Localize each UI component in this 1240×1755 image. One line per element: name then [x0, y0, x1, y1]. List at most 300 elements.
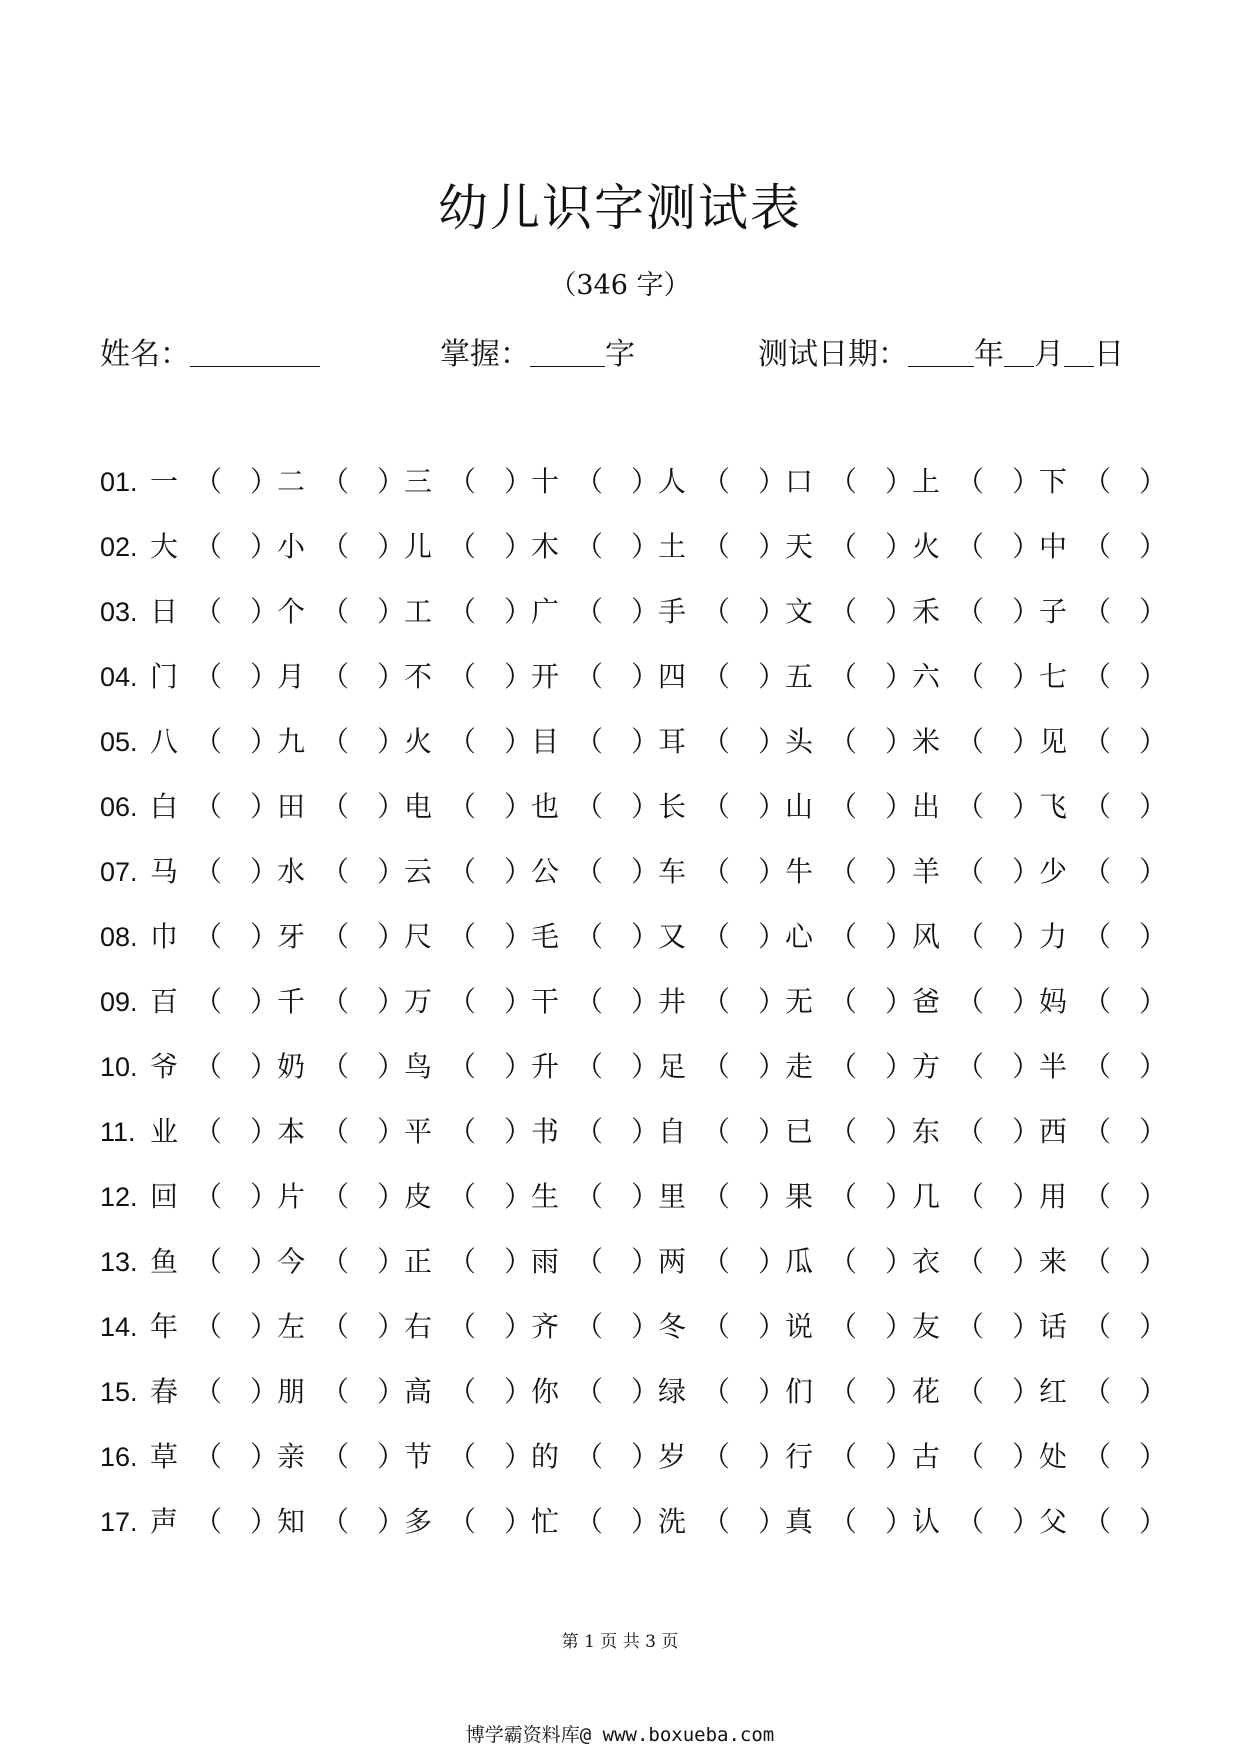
answer-paren-open[interactable]: （	[702, 465, 731, 498]
answer-paren-close[interactable]: ）	[250, 790, 279, 823]
answer-paren-close[interactable]: ）	[1012, 790, 1041, 823]
answer-paren-open[interactable]: （	[956, 465, 985, 498]
answer-paren-open[interactable]: （	[702, 595, 731, 628]
answer-paren-open[interactable]: （	[448, 855, 477, 888]
character: 米	[912, 725, 941, 758]
answer-paren-open[interactable]: （	[575, 1115, 604, 1148]
answer-paren-open[interactable]: （	[702, 1375, 731, 1408]
answer-paren-close[interactable]: ）	[250, 595, 279, 628]
answer-paren-close[interactable]: ）	[885, 1375, 914, 1408]
answer-paren-open[interactable]: （	[448, 465, 477, 498]
answer-paren-close[interactable]: ）	[377, 1440, 406, 1473]
answer-paren-open[interactable]: （	[194, 1180, 223, 1213]
answer-paren-open[interactable]: （	[1083, 660, 1112, 693]
answer-paren-close[interactable]: ）	[504, 595, 533, 628]
answer-paren-close[interactable]: ）	[377, 790, 406, 823]
answer-paren-open[interactable]: （	[956, 985, 985, 1018]
answer-paren-open[interactable]: （	[575, 1180, 604, 1213]
answer-paren-close[interactable]: ）	[504, 1505, 533, 1538]
answer-paren-close[interactable]: ）	[377, 920, 406, 953]
answer-paren-open[interactable]: （	[575, 1310, 604, 1343]
answer-paren-open[interactable]: （	[575, 1245, 604, 1278]
answer-paren-close[interactable]: ）	[250, 855, 279, 888]
answer-paren-open[interactable]: （	[575, 530, 604, 563]
answer-paren-close[interactable]: ）	[1012, 1310, 1041, 1343]
answer-paren-open[interactable]: （	[448, 985, 477, 1018]
answer-paren-close[interactable]: ）	[504, 1440, 533, 1473]
answer-paren-close[interactable]: ）	[504, 530, 533, 563]
answer-paren-close[interactable]: ）	[758, 1310, 787, 1343]
answer-paren-open[interactable]: （	[575, 1505, 604, 1538]
answer-paren-close[interactable]: ）	[250, 985, 279, 1018]
answer-paren-close[interactable]: ）	[1012, 855, 1041, 888]
answer-paren-open[interactable]: （	[1083, 1310, 1112, 1343]
answer-paren-close[interactable]: ）	[1012, 1375, 1041, 1408]
character: 奶	[277, 1050, 306, 1083]
answer-paren-close[interactable]: ）	[758, 1375, 787, 1408]
answer-paren-open[interactable]: （	[956, 725, 985, 758]
answer-paren-open[interactable]: （	[956, 1440, 985, 1473]
answer-paren-open[interactable]: （	[1083, 920, 1112, 953]
character: 力	[1039, 920, 1068, 953]
answer-paren-close[interactable]: ）	[250, 1505, 279, 1538]
answer-paren-close[interactable]: ）	[885, 530, 914, 563]
answer-paren-close[interactable]: ）	[1139, 1310, 1168, 1343]
answer-paren-close[interactable]: ）	[758, 790, 787, 823]
character: 花	[912, 1375, 941, 1408]
answer-paren-close[interactable]: ）	[504, 920, 533, 953]
answer-paren-open[interactable]: （	[448, 1375, 477, 1408]
answer-paren-open[interactable]: （	[702, 1310, 731, 1343]
answer-paren-close[interactable]: ）	[631, 1505, 660, 1538]
answer-paren-close[interactable]: ）	[631, 530, 660, 563]
answer-paren-close[interactable]: ）	[758, 1245, 787, 1278]
answer-paren-close[interactable]: ）	[504, 790, 533, 823]
answer-paren-open[interactable]: （	[321, 920, 350, 953]
character-item	[277, 982, 406, 1022]
character-item	[658, 917, 787, 957]
answer-paren-open[interactable]: （	[448, 790, 477, 823]
character: 又	[658, 920, 687, 953]
answer-paren-close[interactable]: ）	[631, 1050, 660, 1083]
answer-paren-open[interactable]: （	[702, 660, 731, 693]
answer-paren-open[interactable]: （	[194, 530, 223, 563]
table-row	[100, 787, 1168, 852]
answer-paren-open[interactable]: （	[956, 855, 985, 888]
answer-paren-close[interactable]: ）	[1139, 660, 1168, 693]
answer-paren-close[interactable]: ）	[250, 1245, 279, 1278]
answer-paren-close[interactable]: ）	[377, 465, 406, 498]
answer-paren-open[interactable]: （	[575, 595, 604, 628]
answer-paren-close[interactable]: ）	[1012, 1180, 1041, 1213]
answer-paren-close[interactable]: ）	[631, 985, 660, 1018]
answer-paren-close[interactable]: ）	[377, 1115, 406, 1148]
answer-paren-open[interactable]: （	[702, 725, 731, 758]
answer-paren-close[interactable]: ）	[377, 1310, 406, 1343]
answer-paren-close[interactable]: ）	[885, 855, 914, 888]
answer-paren-open[interactable]: （	[829, 465, 858, 498]
answer-paren-close[interactable]: ）	[885, 1310, 914, 1343]
answer-paren-close[interactable]: ）	[885, 660, 914, 693]
answer-paren-open[interactable]: （	[448, 595, 477, 628]
answer-paren-close[interactable]: ）	[377, 725, 406, 758]
answer-paren-open[interactable]: （	[1083, 1180, 1112, 1213]
answer-paren-close[interactable]: ）	[1012, 920, 1041, 953]
answer-paren-open[interactable]: （	[194, 1050, 223, 1083]
answer-paren-open[interactable]: （	[1083, 465, 1112, 498]
answer-paren-close[interactable]: ）	[1012, 985, 1041, 1018]
answer-paren-close[interactable]: ）	[377, 1180, 406, 1213]
answer-paren-close[interactable]: ）	[377, 1505, 406, 1538]
answer-paren-close[interactable]: ）	[250, 1310, 279, 1343]
answer-paren-close[interactable]: ）	[1012, 465, 1041, 498]
answer-paren-close[interactable]: ）	[250, 465, 279, 498]
answer-paren-open[interactable]: （	[575, 725, 604, 758]
answer-paren-close[interactable]: ）	[250, 530, 279, 563]
answer-paren-close[interactable]: ）	[1139, 1505, 1168, 1538]
answer-paren-close[interactable]: ）	[250, 1050, 279, 1083]
answer-paren-close[interactable]: ）	[250, 660, 279, 693]
answer-paren-open[interactable]: （	[448, 725, 477, 758]
answer-paren-close[interactable]: ）	[758, 465, 787, 498]
answer-paren-close[interactable]: ）	[631, 465, 660, 498]
answer-paren-open[interactable]: （	[1083, 530, 1112, 563]
answer-paren-close[interactable]: ）	[885, 465, 914, 498]
answer-paren-open[interactable]: （	[956, 595, 985, 628]
answer-paren-close[interactable]: ）	[377, 855, 406, 888]
answer-paren-open[interactable]: （	[194, 855, 223, 888]
answer-paren-open[interactable]: （	[321, 660, 350, 693]
answer-paren-open[interactable]: （	[575, 1050, 604, 1083]
answer-paren-close[interactable]: ）	[377, 985, 406, 1018]
answer-paren-open[interactable]: （	[194, 725, 223, 758]
answer-paren-open[interactable]: （	[956, 1050, 985, 1083]
answer-paren-close[interactable]: ）	[1012, 530, 1041, 563]
answer-paren-open[interactable]: （	[575, 1440, 604, 1473]
answer-paren-close[interactable]: ）	[758, 1180, 787, 1213]
answer-paren-open[interactable]: （	[956, 790, 985, 823]
answer-paren-close[interactable]: ）	[377, 1050, 406, 1083]
answer-paren-open[interactable]: （	[321, 985, 350, 1018]
answer-paren-close[interactable]: ）	[631, 920, 660, 953]
day-blank[interactable]	[1064, 332, 1094, 367]
answer-paren-open[interactable]: （	[194, 1375, 223, 1408]
answer-paren-close[interactable]: ）	[504, 1245, 533, 1278]
answer-paren-close[interactable]: ）	[885, 920, 914, 953]
answer-paren-open[interactable]: （	[321, 530, 350, 563]
answer-paren-close[interactable]: ）	[1139, 1050, 1168, 1083]
answer-paren-close[interactable]: ）	[504, 1115, 533, 1148]
answer-paren-close[interactable]: ）	[377, 595, 406, 628]
answer-paren-close[interactable]: ）	[504, 660, 533, 693]
answer-paren-open[interactable]: （	[194, 920, 223, 953]
answer-paren-open[interactable]: （	[1083, 1375, 1112, 1408]
character: 电	[404, 790, 433, 823]
answer-paren-close[interactable]: ）	[631, 725, 660, 758]
answer-paren-open[interactable]: （	[448, 1505, 477, 1538]
answer-paren-open[interactable]: （	[321, 1440, 350, 1473]
answer-paren-open[interactable]: （	[956, 1310, 985, 1343]
answer-paren-close[interactable]: ）	[1012, 595, 1041, 628]
answer-paren-close[interactable]: ）	[504, 465, 533, 498]
answer-paren-open[interactable]: （	[194, 1245, 223, 1278]
row-number: 08.	[100, 922, 138, 952]
answer-paren-close[interactable]: ）	[758, 985, 787, 1018]
answer-paren-open[interactable]: （	[194, 1310, 223, 1343]
answer-paren-open[interactable]: （	[702, 920, 731, 953]
year-label: 年	[974, 337, 1004, 372]
answer-paren-close[interactable]: ）	[631, 1310, 660, 1343]
answer-paren-close[interactable]: ）	[250, 1115, 279, 1148]
answer-paren-open[interactable]: （	[956, 1245, 985, 1278]
answer-paren-close[interactable]: ）	[1139, 1245, 1168, 1278]
answer-paren-open[interactable]: （	[829, 1050, 858, 1083]
answer-paren-close[interactable]: ）	[250, 725, 279, 758]
answer-paren-close[interactable]: ）	[1139, 1440, 1168, 1473]
answer-paren-open[interactable]: （	[956, 530, 985, 563]
answer-paren-close[interactable]: ）	[1139, 1180, 1168, 1213]
answer-paren-close[interactable]: ）	[631, 1245, 660, 1278]
answer-paren-close[interactable]: ）	[631, 1115, 660, 1148]
answer-paren-open[interactable]: （	[575, 1375, 604, 1408]
answer-paren-close[interactable]: ）	[1012, 1050, 1041, 1083]
answer-paren-close[interactable]: ）	[1139, 1115, 1168, 1148]
answer-paren-close[interactable]: ）	[631, 595, 660, 628]
answer-paren-close[interactable]: ）	[631, 1440, 660, 1473]
character: 大	[150, 530, 179, 563]
answer-paren-close[interactable]: ）	[504, 855, 533, 888]
answer-paren-open[interactable]: （	[702, 1245, 731, 1278]
answer-paren-close[interactable]: ）	[377, 660, 406, 693]
answer-paren-open[interactable]: （	[321, 1310, 350, 1343]
answer-paren-open[interactable]: （	[829, 1180, 858, 1213]
answer-paren-close[interactable]: ）	[1139, 595, 1168, 628]
answer-paren-close[interactable]: ）	[1139, 920, 1168, 953]
answer-paren-open[interactable]: （	[829, 725, 858, 758]
answer-paren-open[interactable]: （	[321, 855, 350, 888]
answer-paren-open[interactable]: （	[448, 530, 477, 563]
answer-paren-open[interactable]: （	[829, 1375, 858, 1408]
answer-paren-close[interactable]: ）	[885, 1245, 914, 1278]
answer-paren-close[interactable]: ）	[758, 920, 787, 953]
answer-paren-close[interactable]: ）	[885, 1440, 914, 1473]
answer-paren-open[interactable]: （	[829, 1310, 858, 1343]
answer-paren-open[interactable]: （	[575, 920, 604, 953]
answer-paren-close[interactable]: ）	[631, 790, 660, 823]
answer-paren-open[interactable]: （	[702, 1115, 731, 1148]
answer-paren-open[interactable]: （	[829, 530, 858, 563]
answer-paren-open[interactable]: （	[448, 1115, 477, 1148]
answer-paren-close[interactable]: ）	[631, 1375, 660, 1408]
answer-paren-close[interactable]: ）	[1139, 530, 1168, 563]
character-item	[658, 1437, 787, 1477]
answer-paren-open[interactable]: （	[829, 855, 858, 888]
answer-paren-close[interactable]: ）	[1012, 1440, 1041, 1473]
answer-paren-open[interactable]: （	[956, 1180, 985, 1213]
answer-paren-close[interactable]: ）	[758, 1115, 787, 1148]
answer-paren-open[interactable]: （	[575, 660, 604, 693]
answer-paren-open[interactable]: （	[702, 1180, 731, 1213]
answer-paren-open[interactable]: （	[702, 1050, 731, 1083]
answer-paren-open[interactable]: （	[829, 1115, 858, 1148]
answer-paren-close[interactable]: ）	[758, 855, 787, 888]
answer-paren-open[interactable]: （	[1083, 1245, 1112, 1278]
answer-paren-open[interactable]: （	[194, 1115, 223, 1148]
answer-paren-close[interactable]: ）	[504, 985, 533, 1018]
answer-paren-open[interactable]: （	[829, 595, 858, 628]
answer-paren-open[interactable]: （	[194, 790, 223, 823]
character: 火	[912, 530, 941, 563]
answer-paren-close[interactable]: ）	[250, 920, 279, 953]
answer-paren-close[interactable]: ）	[1139, 1375, 1168, 1408]
answer-paren-close[interactable]: ）	[377, 530, 406, 563]
answer-paren-open[interactable]: （	[1083, 595, 1112, 628]
answer-paren-open[interactable]: （	[829, 1440, 858, 1473]
answer-paren-close[interactable]: ）	[631, 660, 660, 693]
answer-paren-open[interactable]: （	[321, 465, 350, 498]
answer-paren-close[interactable]: ）	[250, 1180, 279, 1213]
answer-paren-close[interactable]: ）	[377, 1375, 406, 1408]
answer-paren-open[interactable]: （	[1083, 1050, 1112, 1083]
answer-paren-open[interactable]: （	[194, 1440, 223, 1473]
answer-paren-close[interactable]: ）	[631, 855, 660, 888]
year-blank[interactable]	[908, 332, 974, 367]
answer-paren-open[interactable]: （	[448, 1050, 477, 1083]
answer-paren-close[interactable]: ）	[758, 1050, 787, 1083]
answer-paren-close[interactable]: ）	[885, 1050, 914, 1083]
answer-paren-close[interactable]: ）	[885, 1115, 914, 1148]
answer-paren-close[interactable]: ）	[758, 595, 787, 628]
answer-paren-open[interactable]: （	[1083, 790, 1112, 823]
answer-paren-open[interactable]: （	[321, 595, 350, 628]
answer-paren-close[interactable]: ）	[1139, 790, 1168, 823]
answer-paren-close[interactable]: ）	[1012, 1505, 1041, 1538]
answer-paren-open[interactable]: （	[702, 530, 731, 563]
answer-paren-open[interactable]: （	[956, 660, 985, 693]
answer-paren-open[interactable]: （	[321, 790, 350, 823]
answer-paren-open[interactable]: （	[321, 725, 350, 758]
answer-paren-close[interactable]: ）	[377, 1245, 406, 1278]
answer-paren-close[interactable]: ）	[885, 1180, 914, 1213]
table-row	[100, 1047, 1168, 1112]
answer-paren-open[interactable]: （	[321, 1505, 350, 1538]
answer-paren-open[interactable]: （	[829, 1505, 858, 1538]
answer-paren-open[interactable]: （	[829, 1245, 858, 1278]
answer-paren-open[interactable]: （	[194, 1505, 223, 1538]
answer-paren-close[interactable]: ）	[504, 1375, 533, 1408]
answer-paren-close[interactable]: ）	[1139, 725, 1168, 758]
answer-paren-open[interactable]: （	[194, 660, 223, 693]
name-blank[interactable]	[190, 332, 320, 367]
answer-paren-open[interactable]: （	[702, 1505, 731, 1538]
answer-paren-open[interactable]: （	[702, 855, 731, 888]
character-item	[1039, 787, 1168, 827]
answer-paren-open[interactable]: （	[194, 595, 223, 628]
answer-paren-open[interactable]: （	[321, 1245, 350, 1278]
mastered-blank[interactable]	[530, 332, 605, 367]
answer-paren-open[interactable]: （	[194, 985, 223, 1018]
answer-paren-open[interactable]: （	[829, 920, 858, 953]
answer-paren-open[interactable]: （	[1083, 1505, 1112, 1538]
answer-paren-open[interactable]: （	[829, 985, 858, 1018]
answer-paren-open[interactable]: （	[321, 1180, 350, 1213]
character: 自	[658, 1115, 687, 1148]
answer-paren-close[interactable]: ）	[758, 530, 787, 563]
answer-paren-close[interactable]: ）	[1012, 1245, 1041, 1278]
answer-paren-open[interactable]: （	[1083, 855, 1112, 888]
answer-paren-open[interactable]: （	[448, 1180, 477, 1213]
answer-paren-open[interactable]: （	[321, 1375, 350, 1408]
month-blank[interactable]	[1004, 332, 1034, 367]
answer-paren-close[interactable]: ）	[885, 595, 914, 628]
answer-paren-open[interactable]: （	[1083, 1440, 1112, 1473]
answer-paren-close[interactable]: ）	[758, 660, 787, 693]
answer-paren-open[interactable]: （	[956, 1115, 985, 1148]
answer-paren-close[interactable]: ）	[1012, 1115, 1041, 1148]
answer-paren-open[interactable]: （	[321, 1050, 350, 1083]
answer-paren-close[interactable]: ）	[758, 1505, 787, 1538]
character-item	[404, 1307, 533, 1347]
answer-paren-close[interactable]: ）	[504, 1180, 533, 1213]
answer-paren-close[interactable]: ）	[504, 725, 533, 758]
answer-paren-open[interactable]: （	[575, 465, 604, 498]
answer-paren-close[interactable]: ）	[758, 725, 787, 758]
answer-paren-open[interactable]: （	[702, 790, 731, 823]
answer-paren-close[interactable]: ）	[504, 1310, 533, 1343]
answer-paren-open[interactable]: （	[575, 855, 604, 888]
character-item	[404, 917, 533, 957]
answer-paren-close[interactable]: ）	[631, 1180, 660, 1213]
answer-paren-open[interactable]: （	[829, 790, 858, 823]
answer-paren-close[interactable]: ）	[1012, 660, 1041, 693]
answer-paren-close[interactable]: ）	[885, 1505, 914, 1538]
character: 羊	[912, 855, 941, 888]
answer-paren-close[interactable]: ）	[1139, 855, 1168, 888]
answer-paren-open[interactable]: （	[956, 920, 985, 953]
answer-paren-open[interactable]: （	[448, 920, 477, 953]
answer-paren-close[interactable]: ）	[885, 985, 914, 1018]
answer-paren-close[interactable]: ）	[250, 1440, 279, 1473]
answer-paren-open[interactable]: （	[194, 465, 223, 498]
answer-paren-close[interactable]: ）	[1139, 985, 1168, 1018]
answer-paren-open[interactable]: （	[575, 985, 604, 1018]
answer-paren-open[interactable]: （	[956, 1505, 985, 1538]
answer-paren-open[interactable]: （	[702, 1440, 731, 1473]
answer-paren-close[interactable]: ）	[1012, 725, 1041, 758]
answer-paren-close[interactable]: ）	[250, 1375, 279, 1408]
character-table	[100, 462, 1168, 1567]
answer-paren-open[interactable]: （	[1083, 985, 1112, 1018]
answer-paren-close[interactable]: ）	[885, 725, 914, 758]
answer-paren-open[interactable]: （	[321, 1115, 350, 1148]
answer-paren-open[interactable]: （	[702, 985, 731, 1018]
answer-paren-open[interactable]: （	[575, 790, 604, 823]
answer-paren-open[interactable]: （	[829, 660, 858, 693]
answer-paren-open[interactable]: （	[956, 1375, 985, 1408]
answer-paren-open[interactable]: （	[1083, 725, 1112, 758]
answer-paren-close[interactable]: ）	[885, 790, 914, 823]
answer-paren-open[interactable]: （	[448, 1440, 477, 1473]
answer-paren-open[interactable]: （	[1083, 1115, 1112, 1148]
table-row	[100, 1372, 1168, 1437]
answer-paren-close[interactable]: ）	[758, 1440, 787, 1473]
answer-paren-close[interactable]: ）	[504, 1050, 533, 1083]
answer-paren-close[interactable]: ）	[1139, 465, 1168, 498]
answer-paren-open[interactable]: （	[448, 1245, 477, 1278]
character-count-subtitle: （346 字）	[549, 270, 691, 301]
answer-paren-open[interactable]: （	[448, 660, 477, 693]
answer-paren-open[interactable]: （	[448, 1310, 477, 1343]
